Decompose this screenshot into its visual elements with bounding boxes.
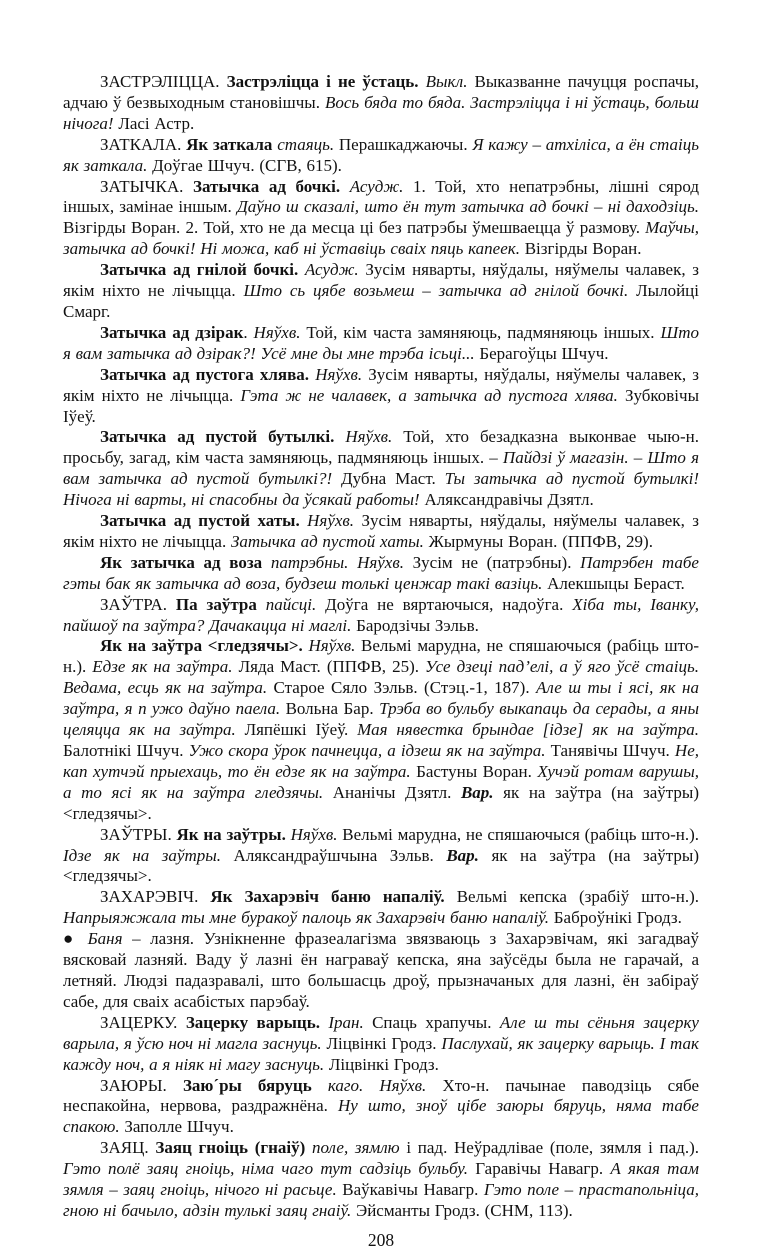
text-segment: патрэбны. Няўхв.: [270, 552, 413, 572]
text-segment: ЗАХАРЭВІЧ.: [100, 887, 211, 907]
text-segment: Той, кім часта замяняюць, падмяняюць іншых.: [306, 322, 661, 342]
text-segment: Затычка ад гнілой бочкі.: [100, 260, 305, 280]
text-segment: Зусім няварты, няўдалы, няўмелы чалавек, з якім ніхто не лічыцца.: [63, 364, 700, 405]
entry-zaharevich-note: [63, 929, 699, 1013]
text-segment: Вельмі марудна, не спяшаючыся (рабіць што-н.).: [342, 824, 700, 844]
entry-zatychka-ad-pustoga-hlyava: [63, 365, 699, 428]
text-segment: стаяць.: [277, 134, 339, 154]
text-segment: ЗАТЫЧКА.: [100, 176, 193, 196]
text-segment: Берагоўцы Шчуч.: [479, 343, 609, 363]
text-segment: Гэта ж не чалавек, а затычка ад пустога хлява.: [240, 385, 625, 405]
text-segment: Зусім няварты, няўдалы, няўмелы чалавек, з якім ніхто не лічыцца.: [63, 260, 700, 301]
text-segment: Эйсманты Гродз. (СНМ, 113).: [355, 1200, 573, 1220]
entry-zastrelicca: [63, 72, 699, 135]
text-segment: Старое Сяло Зэльв. (Стэц.-1, 187).: [273, 678, 537, 698]
text-segment: Як затычка ад воза: [100, 552, 271, 572]
text-segment: Што сь цябе возьмеш – затычка ад гнілой бочкі.: [243, 281, 637, 301]
text-segment: Іран.: [328, 1012, 373, 1032]
text-segment: Баня: [87, 929, 133, 949]
text-segment: Трэба во бульбу выкапаць да серады, а яны целяцца як на заўтра.: [63, 699, 699, 740]
text-segment: Няўхв.: [307, 511, 362, 531]
page-number: 208: [367, 1229, 395, 1250]
text-segment: Вар.: [460, 782, 504, 802]
text-segment: Асудж.: [349, 176, 413, 196]
text-segment: Заполле Шчуч.: [124, 1117, 234, 1137]
text-segment: Патрэбен табе гэты бак як затычка ад воза, будзеш толькі ценжар такі вазіць.: [63, 552, 699, 593]
entry-zatychka-ad-pustoj-butylki: [63, 427, 699, 511]
text-segment: Затычка ад бочкі.: [192, 176, 350, 196]
entry-zatychka-ad-bochki: [63, 177, 699, 261]
text-segment: Заю´ры бяруць: [182, 1075, 328, 1095]
text-segment: Асудж.: [304, 260, 366, 280]
text-segment: – Пайдзі ў магазін. – Што я вам затычка ад пустой бутылкі?!: [63, 448, 699, 489]
text-segment: Даўно ш сказалі, што ён тут затычка ад бочкі – ні даходзіць.: [236, 197, 699, 217]
text-segment: Візгірды Воран. 2. Той, хто не да месца ці без патрэбы ўмешваецца ў размову.: [63, 218, 646, 238]
text-segment: Заяц гноіць (гнаіў): [155, 1138, 312, 1158]
text-segment: Вельмі кепска (зрабіў што-н.).: [456, 887, 699, 907]
text-segment: Па заўтра: [175, 594, 266, 614]
entry-zayac: [63, 1138, 699, 1222]
text-segment: Вельмі марудна, не спяшаючыся (рабіць што-н.).: [63, 636, 699, 677]
text-segment: Не, кап хутчэй прыехаць, то ён едзе як на заўтра.: [63, 741, 699, 781]
entry-zautry: [63, 825, 699, 888]
text-segment: Балотнікі Шчуч.: [63, 741, 189, 760]
text-segment: 1. Той, хто непатрэбны, лішні сярод іншых, замінае іншым.: [63, 176, 700, 217]
text-segment: пайсці.: [265, 594, 326, 614]
text-segment: Доўгае Шчуч. (СГВ, 615).: [152, 155, 342, 175]
text-segment: Застрэліцца і не ўстаць.: [226, 72, 426, 91]
text-segment: Усе дзеці пад’елі, а ў яго ўсё стаіць. Ведама, есць як на заўтра.: [63, 657, 700, 698]
entry-zatkala: [63, 135, 699, 177]
text-segment: Зацерку варыць.: [185, 1012, 329, 1032]
text-segment: Ты затычка ад пустой бутылкі! Нічога ні варты, ні спасобны да ўсякай работы!: [63, 469, 700, 510]
text-segment: Затычка ад пустой хаты.: [100, 511, 308, 531]
text-segment: Дубна Маст.: [341, 469, 445, 489]
text-segment: Вольна Бар.: [285, 699, 380, 719]
text-segment: .: [243, 322, 254, 342]
text-segment: Як на заўтры.: [176, 824, 291, 844]
text-segment: Ужо скора ўрок пачнецца, а ідзеш як на заўтра.: [188, 741, 551, 760]
text-segment: Як Захарэвіч баню напаліў.: [210, 887, 457, 907]
text-segment: Маўчы, затычка ад бочкі! Ні можа, каб ні ўставіць сваіх пяць капеек.: [63, 218, 699, 259]
text-segment: – лазня. Узнікненне фразеалагізма звязваюць з Захарэвічам, які загадваў вясковай лазняй. Ваду ў лазні ён награваў кепска, яна заўсёды была не гарачай, а летняй. Людзі падазравалі, што большасць дроў, прызначаных для лазні, ён забіраў сабе, для сваіх асабістых парэбаў.: [63, 929, 699, 1011]
text-segment: ЗАТКАЛА.: [100, 134, 187, 154]
text-segment: Алекшыцы Бераст.: [547, 573, 685, 593]
entry-yak-zatychka-ad-voza: [63, 553, 699, 595]
text-segment: Зубковічы Іўеў.: [63, 385, 699, 426]
text-segment: Хто-н. пачынае паводзіць сябе неспакойна, нервова, раздражнёна.: [63, 1075, 699, 1116]
text-segment: Няўхв.: [315, 364, 369, 384]
text-segment: Затычка ад дзірак: [100, 322, 244, 342]
text-segment: як на заўтра (на заўтры) <гледзячы>.: [63, 845, 699, 886]
entry-zatychka-ad-dzirak: [63, 323, 699, 365]
entry-zatychka-ad-pustoj-haty: [63, 511, 699, 553]
text-segment: Спаць храпучы.: [372, 1012, 500, 1032]
text-segment: Выкл.: [425, 72, 475, 91]
text-segment: Аляксандраўшчына Зэльв.: [233, 845, 447, 865]
text-segment: каго. Няўхв.: [327, 1075, 443, 1095]
entry-yak-na-zautra: [63, 636, 699, 824]
text-segment: Як заткала: [186, 134, 278, 154]
text-segment: Візгірды Воран.: [524, 239, 642, 259]
entry-zatychka-ad-gniloj-bochki: [63, 260, 699, 323]
text-segment: Ну што, зноў цібе заюры бяруць, няма табе спакою.: [63, 1096, 699, 1137]
text-segment: Няўхв.: [253, 322, 307, 342]
text-segment: Няўхв.: [345, 427, 404, 447]
dictionary-text: [63, 72, 699, 1251]
text-segment: Што я вам затычка ад дзірак?! Усё мне ды мне трэба ісьці...: [63, 322, 699, 363]
text-segment: Ананічы Дзятл.: [332, 782, 461, 802]
text-segment: Зусім не (патрэбны).: [412, 552, 581, 572]
entry-zacerku: [63, 1013, 699, 1076]
text-segment: Паслухай, як зацерку варыць. І так кажду ноч, а я ніяк ні магу заснуць.: [63, 1033, 699, 1074]
text-segment: Затычка ад пустой бутылкі.: [100, 427, 346, 447]
text-segment: Танявічы Шчуч.: [550, 741, 675, 760]
text-segment: Хіба ты, Іванку, пайшоў па заўтра? Дачакацца ні маглі.: [63, 594, 699, 635]
text-segment: ЗАЦЕРКУ.: [100, 1012, 186, 1032]
text-segment: Затычка ад пустога хлява.: [100, 364, 316, 384]
text-segment: ЗАЯЦ.: [100, 1138, 156, 1158]
text-segment: Лылойці Смарг.: [63, 281, 699, 321]
text-segment: ЗАЮРЫ.: [100, 1075, 183, 1095]
text-segment: Ваўкавічы Навагр.: [342, 1180, 484, 1200]
text-segment: Едзе як на заўтра.: [92, 657, 239, 677]
text-segment: Напрыяжжала ты мне буракоў палоць як Захарэвіч баню напаліў.: [63, 908, 554, 928]
text-segment: Той, хто безадказна выконвае чыю-н. просьбу, загад, кім часта замяняюць, падмяняюць іншых.: [63, 427, 699, 468]
text-segment: Ліцвінкі Гродз.: [326, 1033, 442, 1053]
text-segment: Бастуны Воран.: [416, 761, 538, 781]
text-segment: Ляпёшкі Іўеў.: [244, 720, 358, 740]
text-segment: Выказванне пачуцця роспачы, адчаю ў безвыходным становішчы.: [63, 72, 699, 112]
text-segment: ЗАЎТРЫ.: [100, 824, 177, 844]
text-segment: Гаравічы Навагр.: [475, 1159, 611, 1179]
text-segment: А якая там зямля – заяц гноіць, нічого ні расьце.: [63, 1159, 699, 1200]
text-segment: Вар.: [446, 845, 492, 865]
text-segment: Ласі Астр.: [118, 113, 195, 133]
text-segment: Баброўнікі Гродз.: [553, 908, 682, 928]
text-segment: Жырмуны Воран. (ППФВ, 29).: [428, 531, 653, 551]
text-segment: Але ш ты і ясі, як на заўтра, я п ужо даўно паела.: [63, 678, 699, 719]
text-segment: Мая нявестка брындае [ідзе] як на заўтра.: [357, 720, 699, 740]
text-segment: Ліцвінкі Гродз.: [328, 1054, 439, 1074]
text-segment: Гэто поле – прастапольніца, гною ні бачыло, адзін тулькі заяц гнаіў.: [63, 1180, 700, 1220]
text-segment: Няўхв.: [308, 636, 362, 656]
entry-zaharevich: [63, 887, 699, 929]
text-segment: Як на заўтра <гледзячы>.: [100, 636, 309, 656]
text-segment: Няўхв.: [290, 824, 343, 844]
text-segment: Ляда Маст. (ППФВ, 25).: [238, 657, 426, 677]
text-segment: Зусім няварты, няўдалы, няўмелы чалавек, з якім ніхто не лічыцца.: [63, 511, 699, 551]
text-segment: Гэто полё заяц гноіць, німа чаго тут садзіць бульбу.: [63, 1159, 476, 1179]
text-segment: поле, зямлю: [311, 1138, 407, 1158]
text-segment: Затычка ад пустой хаты.: [230, 531, 429, 551]
text-segment: ●: [63, 929, 88, 949]
text-segment: і пад. Неўрадлівае (поле, зямля і пад.).: [406, 1138, 699, 1158]
text-segment: ЗАСТРЭЛІЦЦА.: [100, 72, 227, 91]
text-segment: Хучэй ротам варушы, а то ясі як на заўтра гледзячы.: [63, 761, 700, 802]
text-segment: Аляксандравічы Дзятл.: [424, 490, 594, 510]
entry-zayury: [63, 1076, 699, 1139]
text-segment: Але ш ты сёньня зацерку варыла, я ўсю ноч ні магла заснуць.: [63, 1012, 699, 1053]
entry-zautra: [63, 595, 699, 637]
text-segment: Вось бяда то бяда. Застрэліцца і ні ўстаць, больш нічога!: [63, 92, 699, 133]
text-segment: як на заўтра (на заўтры) <гледзячы>.: [63, 782, 699, 823]
text-segment: ЗАЎТРА.: [100, 594, 176, 614]
text-segment: Доўга не вяртаючыся, надоўга.: [325, 594, 573, 614]
text-segment: Перашкаджаючы.: [338, 134, 473, 154]
text-segment: Я кажу – атхіліса, а ён стаіць як заткала.: [63, 134, 699, 175]
text-segment: Ідзе як на заўтры.: [63, 845, 234, 865]
text-segment: Бародзічы Зэльв.: [356, 615, 479, 635]
